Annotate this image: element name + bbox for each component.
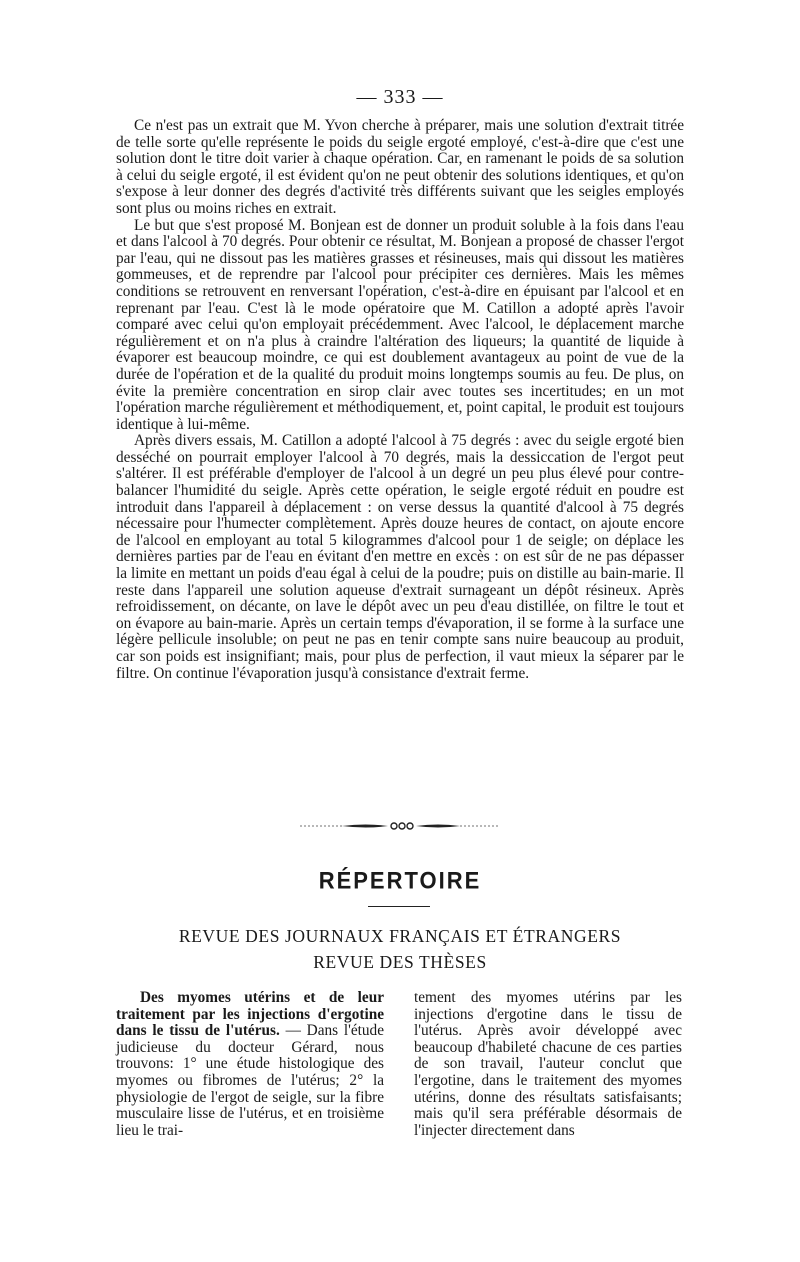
right-column xyxy=(414,990,682,1139)
section-heading: RÉPERTOIRE xyxy=(318,866,482,895)
article-title: Des myomes utérins et de leur traitement par les injections d'ergotine dans le tissu de l'utérus. xyxy=(116,989,384,1040)
subheading-theses: REVUE DES THÈSES xyxy=(313,952,487,972)
body-text xyxy=(116,118,684,682)
ornamental-divider xyxy=(300,818,500,834)
left-column xyxy=(116,990,384,1139)
subheading-journals: REVUE DES JOURNAUX FRANÇAIS ET ÉTRANGERS xyxy=(178,926,622,946)
heading-rule xyxy=(368,906,430,907)
paragraph: Après divers essais, M. Catillon a adopté l'alcool à 75 degrés : avec du seigle ergoté bien desséché on pourrait employer l'alcool à 70 degrés, mais la dessiccation de l'ergot peut s'altérer. Il est préférable d'employer de l'alcool à un degré un peu plus élevé pour contre-balancer l'humidité du seigle. Après cette opération, le seigle ergoté réduit en poudre est introduit dans l'appareil à déplacement : on verse dessus la quantité d'alcool à 75 degrés nécessaire pour l'humecter complètement. Après douze heures de contact, on ajoute encore de l'alcool en employant au total 5 kilogrammes d'alcool pour 1 de seigle; on déplace les dernières parties par de l'eau en évitant d'en mettre en excès : on est sûr de ne pas dépasser la limite en mettant un poids d'eau égal à celui de la poudre; puis on distille au bain-marie. Il reste dans l'appareil une solution aqueuse d'extrait surnageant un dépôt résineux. Après refroidissement, on décante, on lave le dépôt avec un peu d'eau distillée, on filtre le tout et on évapore au bain-marie. Après un certain temps d'évaporation, il se forme à la surface une légère pellicule insoluble; on peut ne pas en tenir compte sans nuire beaucoup au produit, car son poids est insignifiant; mais, pour plus de perfection, il vaut mieux la séparer par le filtre. On continue l'évaporation jusqu'à consistance d'extrait ferme. xyxy=(116,432,684,682)
paragraph: Le but que s'est proposé M. Bonjean est de donner un produit soluble à la fois dans l'eau et dans l'alcool à 70 degrés. Pour obtenir ce résultat, M. Bonjean a proposé de chasser l'ergot par l'eau, qui ne dissout pas les matières grasses et résineuses, mais qui dissout les matières gommeuses, et de reprendre par l'alcool pour précipiter ces dernières. Mais les mêmes conditions se retrouvent en renversant l'opération, c'est-à-dire en épuisant par l'alcool et en reprenant par l'eau. C'est là le mode opératoire que M. Catillon a adopté après l'avoir comparé avec celui qu'on employait précédemment. Avec l'alcool, le déplacement marche régulièrement et on n'a plus à craindre l'altération des liqueurs; la quantité de liquide à évaporer est beaucoup moindre, ce qui est doublement avantageux au point de vue de la durée de l'opération et de la qualité du produit moins longtemps soumis au feu. De plus, on évite la première concentration en sirop clair avec toutes ses incertitudes; en un mot l'opération marche régulièrement et méthodiquement, et, point capital, le produit est toujours identique à lui-même. xyxy=(116,216,684,433)
paragraph: Ce n'est pas un extrait que M. Yvon cherche à préparer, mais une solution d'extrait titrée de telle sorte qu'elle représente le poids du seigle ergoté employé, c'est-à-dire que c'est une solution dont le titre doit varier à chaque opération. Car, en ramenant le poids de sa solution à celui du seigle ergoté, il est évident qu'on ne peut obtenir des solutions identiques, et qu'on s'expose à leur donner des degrés d'activité très différents suivant que les seigles employés sont plus ou moins riches en extrait. xyxy=(116,117,684,217)
page-number: — 333 — xyxy=(356,86,444,108)
article-text-right: tement des myomes utérins par les injections d'ergotine dans le tissu de l'utérus. Après avoir développé avec beaucoup d'habileté chacune de ces parties de son travail, l'auteur conclut que l'ergotine, dans le traitement des myomes utérins, donne des résultats satisfaisants; mais qu'il sera préférable désormais de l'injecter directement dans xyxy=(414,989,682,1139)
article-text-left: — Dans l'étude judicieuse du docteur Gérard, nous trouvons: 1° une étude histologique des myomes ou fibromes de l'utérus; 2° la physiologie de l'ergot de seigle, sur la fibre musculaire lisse de l'utérus, et en troisième lieu le trai- xyxy=(116,1022,384,1139)
article-paragraph xyxy=(116,990,384,1139)
